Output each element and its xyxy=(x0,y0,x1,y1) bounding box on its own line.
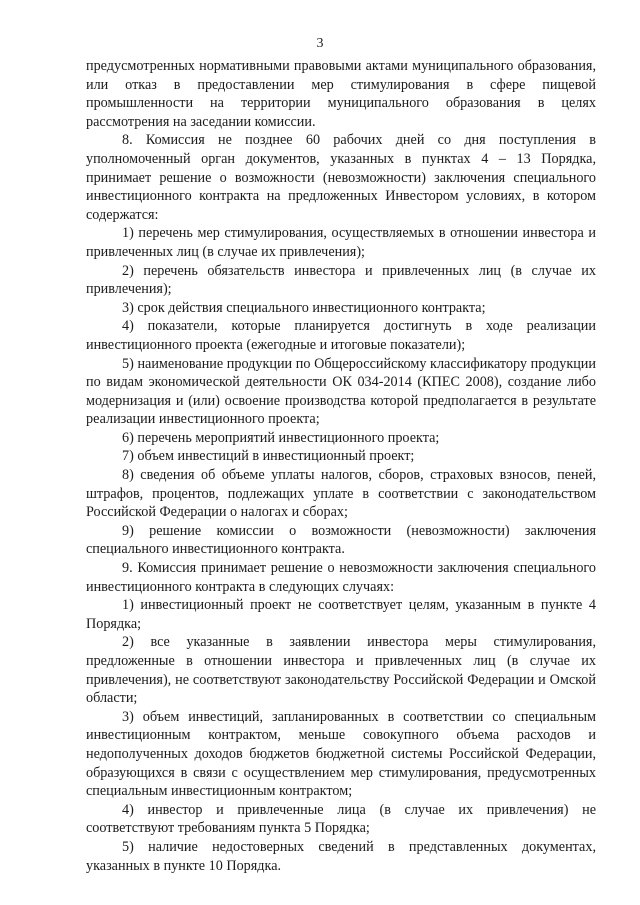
list-item: 4) инвестор и привлеченные лица (в случае их привлечения) не соответствуют требованиям пункта 5 Порядка; xyxy=(86,801,596,837)
list-item: 9) решение комиссии о возможности (невозможности) заключения специального инвестиционного контракта. xyxy=(86,522,596,558)
list-item: 5) наличие недостоверных сведений в представленных документах, указанных в пункте 10 Порядка. xyxy=(86,838,596,874)
list-item: 3) объем инвестиций, запланированных в соответствии со специальным инвестиционным контрактом, меньше совокупного объема расходов и недополученных доходов бюджетов бюджетной системы Российской Федерации, образующихся в связи с осуществлением мер стимулирования, предусмотренных специальным инвестиционным контрактом; xyxy=(86,708,596,800)
page-number: 3 xyxy=(316,36,324,51)
document-body xyxy=(86,57,596,875)
paragraph-item-9: 9. Комиссия принимает решение о невозможности заключения специального инвестиционного контракта в следующих случаях: xyxy=(86,560,596,595)
list-item: 3) срок действия специального инвестиционного контракта; xyxy=(122,299,486,316)
list-item: 7) объем инвестиций в инвестиционный проект; xyxy=(122,448,415,465)
paragraph-item-8: 8. Комиссия не позднее 60 рабочих дней со дня поступления в уполномоченный орган документов, указанных в пунктах 4 – 13 Порядка, принимает решение о возможности (невозможности) заключения специального инвестиционного контракта на предложенных Инвестором условиях, в котором содержатся: xyxy=(86,132,596,223)
list-item: 6) перечень мероприятий инвестиционного проекта; xyxy=(122,429,440,446)
list-item: 1) инвестиционный проект не соответствует целям, указанным в пункте 4 Порядка; xyxy=(86,597,596,632)
list-item: 8) сведения об объеме уплаты налогов, сборов, страховых взносов, пеней, штрафов, процентов, подлежащих уплате в соответствии с законодательством Российской Федерации о налогах и сборах; xyxy=(86,467,596,521)
list-item: 4) показатели, которые планируется достигнуть в ходе реализации инвестиционного проекта (ежегодные и итоговые показатели); xyxy=(86,318,596,353)
list-item: 2) все указанные в заявлении инвестора меры стимулирования, предложенные в отношении инвестора и привлеченных лиц (в случае их привлечения), не соответствуют законодательству Российской Федерации и Омской области; xyxy=(86,634,596,707)
paragraph-continuation: предусмотренных нормативными правовыми актами муниципального образования, или отказ в предоставлении мер стимулирования в сфере пищевой промышленности на территории муниципального образования в целях рассмотрения на заседании комиссии. xyxy=(86,58,596,130)
list-item: 1) перечень мер стимулирования, осуществляемых в отношении инвестора и привлеченных лиц (в случае их привлечения); xyxy=(86,225,596,260)
list-item: 2) перечень обязательств инвестора и привлеченных лиц (в случае их привлечения); xyxy=(86,262,596,298)
list-item: 5) наименование продукции по Общероссийскому классификатору продукции по видам экономической деятельности ОК 034-2014 (КПЕС 2008), создание либо модернизация и (или) освоение производства которой предполагается в результате реализации инвестиционного проекта; xyxy=(86,355,596,428)
